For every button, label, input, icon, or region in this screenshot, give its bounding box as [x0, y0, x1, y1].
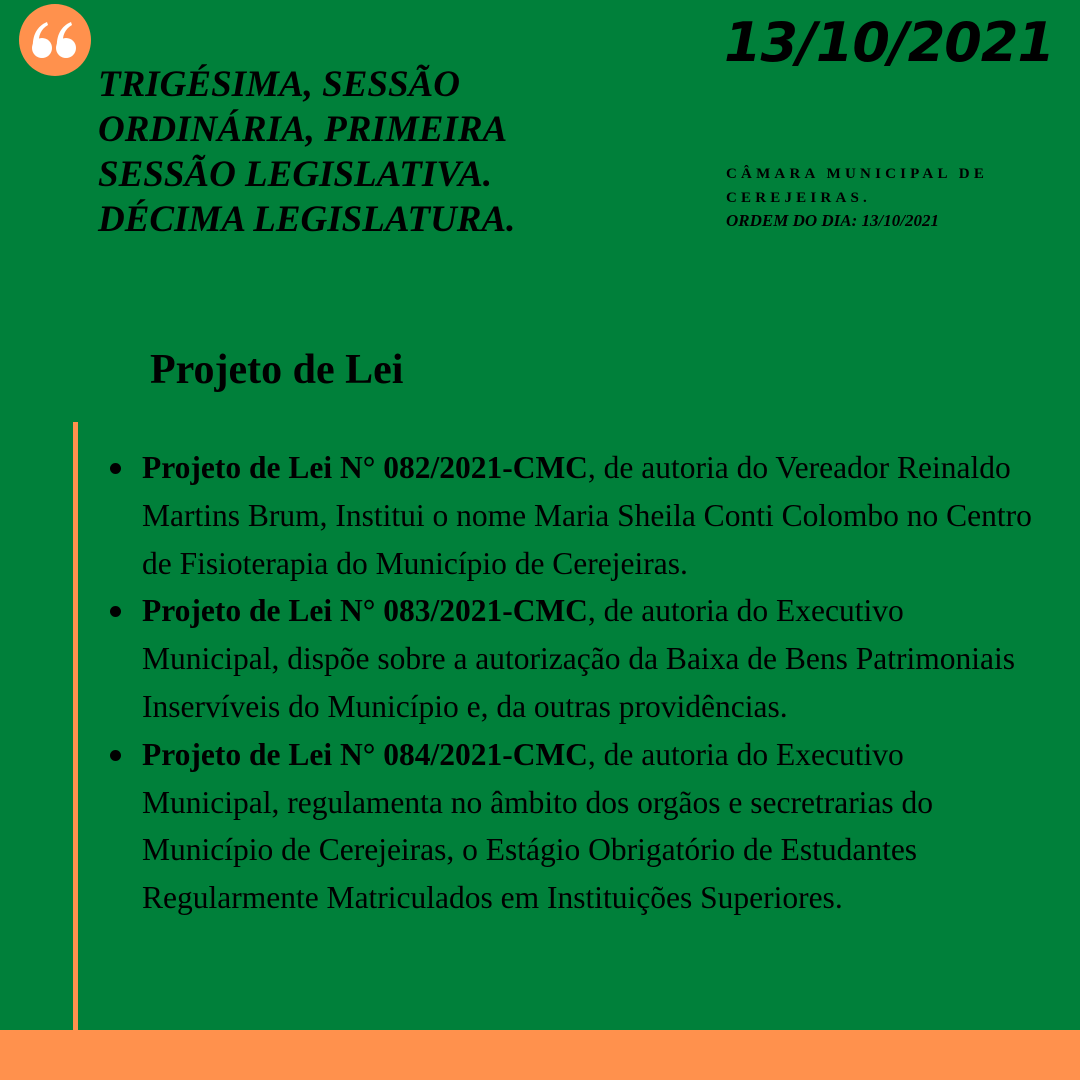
list-item [142, 731, 1042, 922]
session-date: 13/10/2021 [723, 11, 1054, 74]
quote-badge [19, 4, 91, 76]
accent-bar [73, 422, 78, 1032]
organization-block [726, 162, 1056, 232]
order-of-day: ORDEM DO DIA: 13/10/2021 [726, 211, 939, 230]
bill-description: , de autoria do Executivo Municipal, regulamenta no âmbito dos orgãos e secretrarias do Município de Cerejeiras, o Estágio Obrigatório de Estudantes Regularmente Matriculados em Instituições Superiores. [142, 736, 934, 916]
bill-number: Projeto de Lei N° 084/2021-CMC [142, 736, 588, 772]
footer-band [0, 1030, 1080, 1080]
bill-description: , de autoria do Executivo Municipal, dispõe sobre a autorização da Baixa de Bens Patrimoniais Inservíveis do Município e, da outras providências. [142, 593, 1016, 724]
bill-list [142, 444, 1042, 922]
open-quote-icon [19, 4, 91, 76]
session-title: TRIGÉSIMA, SESSÃO ORDINÁRIA, PRIMEIRA SESSÃO LEGISLATIVA. DÉCIMA LEGISLATURA. [98, 64, 516, 240]
list-item [142, 444, 1042, 587]
section-heading: Projeto de Lei [150, 347, 404, 393]
bill-number: Projeto de Lei N° 082/2021-CMC [142, 450, 588, 485]
organization-name: CÂMARA MUNICIPAL DE CEREJEIRAS. [726, 166, 989, 206]
bill-description: , de autoria do Vereador Reinaldo Martins Brum, Institui o nome Maria Sheila Conti Colombo no Centro de Fisioterapia do Município de Cerejeiras. [142, 450, 1032, 581]
bullet-icon [110, 606, 121, 617]
bill-number: Projeto de Lei N° 083/2021-CMC [142, 593, 588, 629]
bullet-icon [110, 463, 121, 474]
list-item [142, 587, 1042, 730]
bullet-icon [110, 750, 121, 761]
